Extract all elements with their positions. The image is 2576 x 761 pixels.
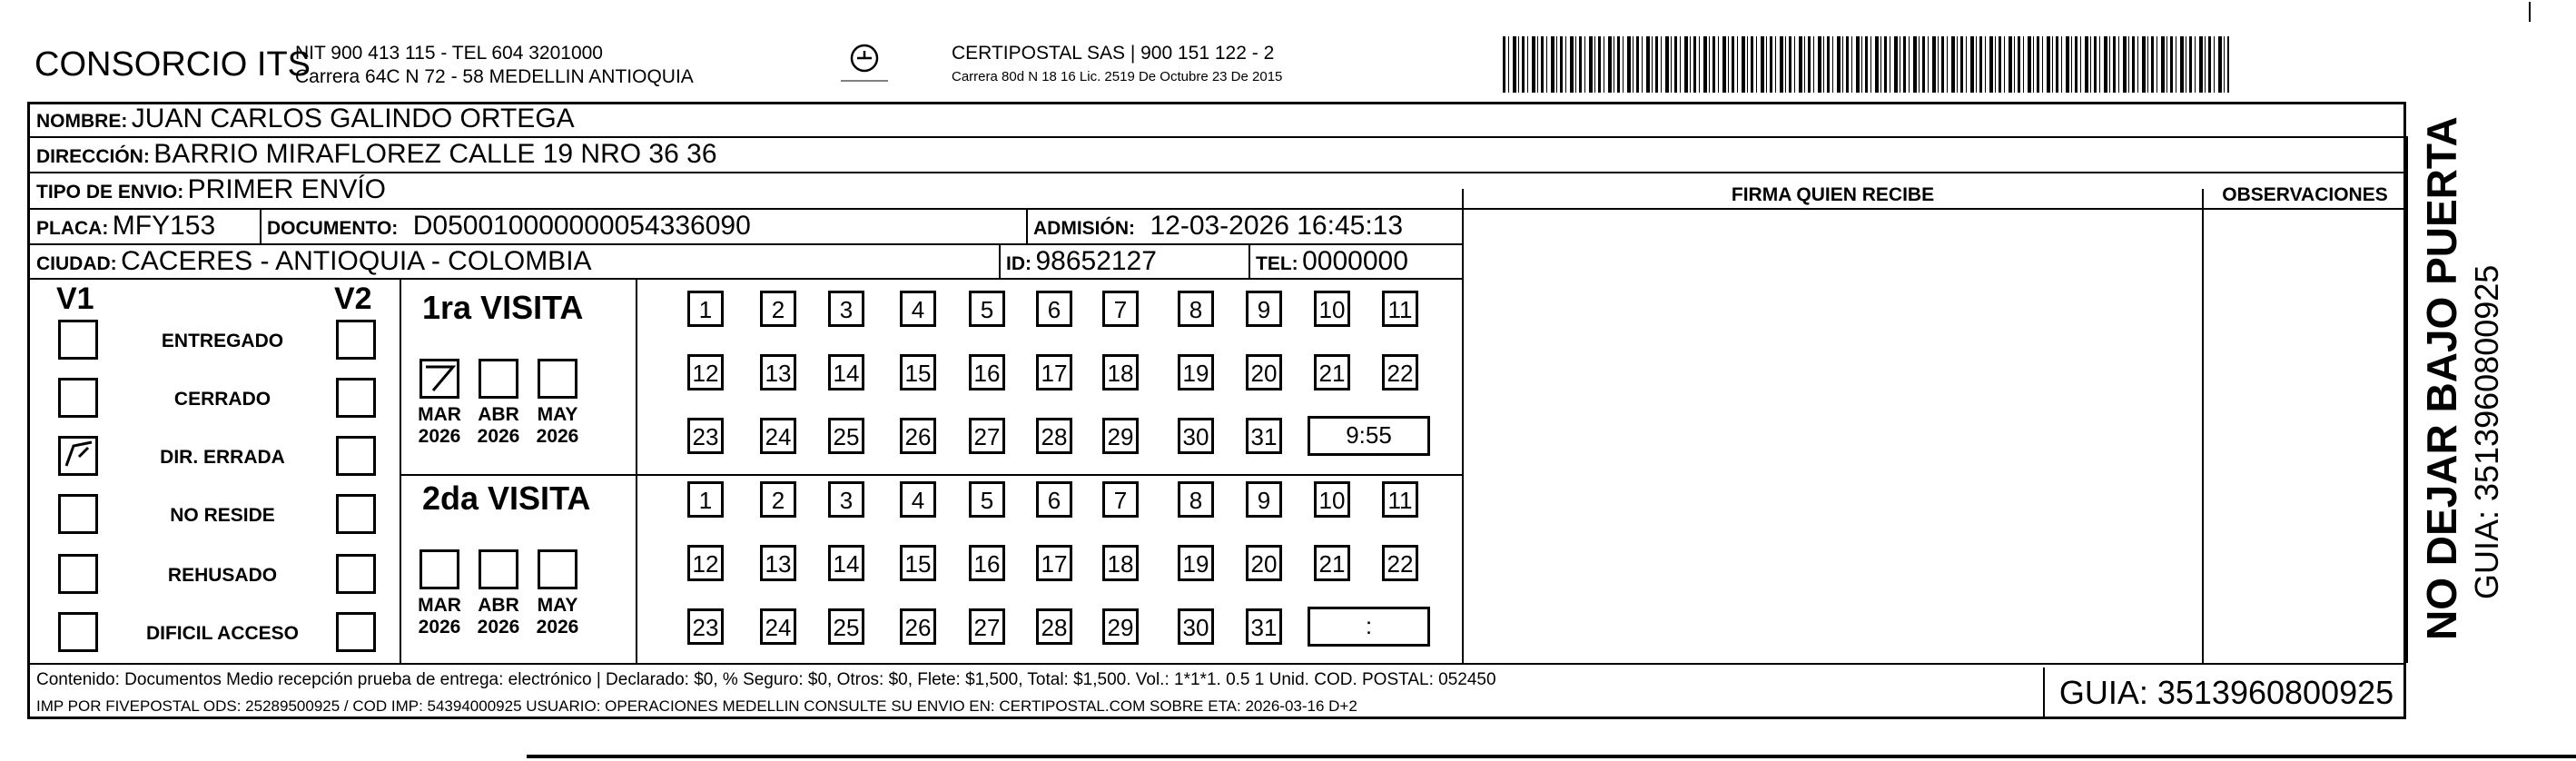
company-name: CONSORCIO ITS [35,45,311,84]
rule [260,208,262,243]
placa-label: PLACA: [36,218,109,239]
day-box[interactable]: 5 [969,481,1005,518]
bottom-rule [527,755,2576,758]
v1-checkbox[interactable] [58,436,98,476]
day-box[interactable]: 16 [969,545,1005,581]
day-box[interactable]: 4 [900,291,936,327]
month-checkbox[interactable] [538,549,577,589]
rule [2406,136,2408,663]
day-box[interactable]: 19 [1178,354,1214,390]
status-label: DIFICIL ACCESO [145,623,299,644]
day-box[interactable]: 23 [687,608,724,645]
year-label: 2026 [418,617,461,637]
status-label: REHUSADO [167,565,278,586]
day-box[interactable]: 30 [1178,418,1214,454]
tipo-envio-value: PRIMER ENVÍO [187,174,387,204]
rule [27,663,2406,665]
day-box[interactable]: 1 [687,481,724,518]
day-box[interactable]: 24 [760,608,796,645]
day-box[interactable]: 3 [828,291,864,327]
rule [27,278,1462,280]
ciudad-field [36,246,592,277]
day-box[interactable]: 11 [1382,291,1418,327]
day-box[interactable]: 13 [760,545,796,581]
day-box[interactable]: 31 [1246,418,1282,454]
nombre-label: NOMBRE: [36,111,128,132]
day-box[interactable]: 7 [1102,481,1139,518]
day-box[interactable]: 16 [969,354,1005,390]
certipostal-logo [828,40,901,94]
company-address: Carrera 64C N 72 - 58 MEDELLIN ANTIOQUIA [295,66,694,87]
rule [1462,189,1464,663]
day-box[interactable]: 27 [969,418,1005,454]
status-label: CERRADO [173,389,271,410]
v1-checkbox[interactable] [58,494,98,534]
v2-checkbox[interactable] [336,378,376,418]
day-box[interactable]: 17 [1036,354,1072,390]
day-box[interactable]: 2 [760,291,796,327]
day-box[interactable]: 22 [1382,545,1418,581]
status-label: ENTREGADO [161,331,284,351]
documento-field [267,211,751,242]
rule [1249,243,1250,278]
v1-checkbox[interactable] [58,320,98,360]
day-box[interactable]: 2 [760,481,796,518]
day-box[interactable]: 18 [1102,545,1139,581]
v2-label: V2 [334,282,372,316]
tel-value: 0000000 [1302,246,1408,276]
direccion-value: BARRIO MIRAFLOREZ CALLE 19 NRO 36 36 [153,139,717,169]
company-nit: NIT 900 413 115 - TEL 604 3201000 [295,43,603,64]
placa-value: MFY153 [112,211,216,241]
rule [27,172,2406,173]
day-box[interactable]: 21 [1314,545,1350,581]
year-label: 2026 [536,426,579,447]
month-checkbox[interactable] [479,359,518,399]
status-label: DIR. ERRADA [160,447,285,468]
day-box[interactable]: 25 [828,608,864,645]
month-label: MAR [418,595,461,616]
certipostal-name: CERTIPOSTAL SAS | 900 151 122 - 2 [952,43,1275,64]
rule [636,278,637,663]
admision-value: 12-03-2026 16:45:13 [1150,211,1404,241]
day-box[interactable]: 21 [1314,354,1350,390]
month-label: MAY [537,404,578,425]
v1-checkbox[interactable] [58,554,98,594]
day-box[interactable]: 29 [1102,418,1139,454]
day-box[interactable]: 17 [1036,545,1072,581]
day-box[interactable]: 8 [1178,291,1214,327]
month-checkbox[interactable] [419,549,459,589]
month-checkbox[interactable] [419,359,459,399]
day-box[interactable]: 8 [1178,481,1214,518]
day-box[interactable]: 11 [1382,481,1418,518]
day-box[interactable]: 10 [1314,481,1350,518]
rule [27,136,2406,138]
day-box[interactable]: 1 [687,291,724,327]
month-checkbox[interactable] [479,549,518,589]
day-box[interactable]: 24 [760,418,796,454]
day-box[interactable]: 20 [1246,354,1282,390]
day-box[interactable]: 13 [760,354,796,390]
footer-contenido: Contenido: Documentos Medio recepción prueba de entrega: electrónico | Declarado: $0, % Seguro: $0, Otros: $0, Flete: $1,500, Total: $1,500. Vol.: 1*1*1. 0.5 1 Unid. COD. POSTAL: 052450 [36,670,1496,689]
rule [2202,189,2204,663]
rule [27,208,2406,210]
day-box[interactable]: 30 [1178,608,1214,645]
certipostal-info [952,42,1282,89]
day-box[interactable]: 7 [1102,291,1139,327]
day-box[interactable]: 27 [969,608,1005,645]
day-box[interactable]: 6 [1036,291,1072,327]
month-label: ABR [478,404,519,425]
month-checkbox[interactable] [538,359,577,399]
day-box[interactable]: 6 [1036,481,1072,518]
rule [999,243,1001,278]
time-box[interactable]: 9:55 [1308,416,1430,456]
company-info [295,42,694,89]
day-box[interactable]: 9 [1246,481,1282,518]
v1-label: V1 [56,282,94,316]
side-warning: NO DEJAR BAJO PUERTA [2418,116,2465,640]
year-label: 2026 [477,617,520,637]
edge-mark [2529,2,2531,22]
day-box[interactable]: 28 [1036,418,1072,454]
placa-field [36,211,215,242]
tel-label: TEL: [1256,253,1298,274]
day-box[interactable]: 18 [1102,354,1139,390]
day-box[interactable]: 14 [828,545,864,581]
day-box[interactable]: 4 [900,481,936,518]
day-box[interactable]: 12 [687,354,724,390]
day-box[interactable]: 19 [1178,545,1214,581]
month-label: ABR [478,595,519,616]
rule [400,278,401,663]
admision-label: ADMISIÓN: [1033,218,1135,239]
day-box[interactable]: 26 [900,608,936,645]
id-label: ID: [1006,253,1031,274]
id-value: 98652127 [1035,246,1157,276]
month-label: MAY [537,595,578,616]
v2-checkbox[interactable] [336,612,376,652]
year-label: 2026 [536,617,579,637]
status-label: NO RESIDE [170,505,275,526]
second-visit-title: 2da VISITA [422,479,591,517]
first-visit-title: 1ra VISITA [422,289,584,326]
direccion-field [36,139,717,170]
day-box[interactable]: 29 [1102,608,1139,645]
footer-guia: GUIA: 3513960800925 [2043,667,2408,718]
admision-field [1033,211,1403,242]
day-box[interactable]: 23 [687,418,724,454]
day-box[interactable]: 5 [969,291,1005,327]
ciudad-label: CIUDAD: [36,253,117,274]
documento-value: D050010000000054336090 [412,211,751,241]
direccion-label: DIRECCIÓN: [36,146,150,167]
day-box[interactable]: 9 [1246,291,1282,327]
day-box[interactable]: 22 [1382,354,1418,390]
footer-impresion: IMP POR FIVEPOSTAL ODS: 25289500925 / COD IMP: 54394000925 USUARIO: OPERACIONES MEDELLIN CONSULTE SU ENVIO EN: CERTIPOSTAL.COM SOBRE ETA: 2026-03-16 D+2 [36,697,1357,715]
documento-label: DOCUMENTO: [267,218,399,239]
day-box[interactable]: 26 [900,418,936,454]
day-box[interactable]: 14 [828,354,864,390]
v2-checkbox[interactable] [336,436,376,476]
day-box[interactable]: 15 [900,545,936,581]
v1-checkbox[interactable] [58,612,98,652]
day-box[interactable]: 15 [900,354,936,390]
ciudad-value: CACERES - ANTIOQUIA - COLOMBIA [121,246,592,276]
firma-header: FIRMA QUIEN RECIBE [1731,184,1935,205]
v2-checkbox[interactable] [336,554,376,594]
tipo-envio-label: TIPO DE ENVIO: [36,182,184,203]
nombre-value: JUAN CARLOS GALINDO ORTEGA [131,104,575,133]
day-box[interactable]: 12 [687,545,724,581]
day-box[interactable]: 3 [828,481,864,518]
nombre-field [36,104,575,134]
day-box[interactable]: 25 [828,418,864,454]
observaciones-header: OBSERVACIONES [2222,184,2388,205]
time-box[interactable]: : [1308,607,1430,647]
year-label: 2026 [477,426,520,447]
barcode [1503,36,2229,93]
rule [27,243,1462,245]
day-box[interactable]: 20 [1246,545,1282,581]
day-box[interactable]: 10 [1314,291,1350,327]
v2-checkbox[interactable] [336,494,376,534]
day-box[interactable]: 31 [1246,608,1282,645]
certipostal-address: Carrera 80d N 18 16 Lic. 2519 De Octubre 23 De 2015 [952,69,1283,84]
v1-checkbox[interactable] [58,378,98,418]
v2-checkbox[interactable] [336,320,376,360]
tipo-envio-field [36,174,386,205]
month-label: MAR [418,404,461,425]
rule [1026,208,1028,243]
side-guia: GUIA: 3513960800925 [2468,264,2505,599]
year-label: 2026 [418,426,461,447]
id-field [1006,246,1157,277]
tel-field [1256,246,1408,277]
day-box[interactable]: 28 [1036,608,1072,645]
rule [400,474,1462,476]
